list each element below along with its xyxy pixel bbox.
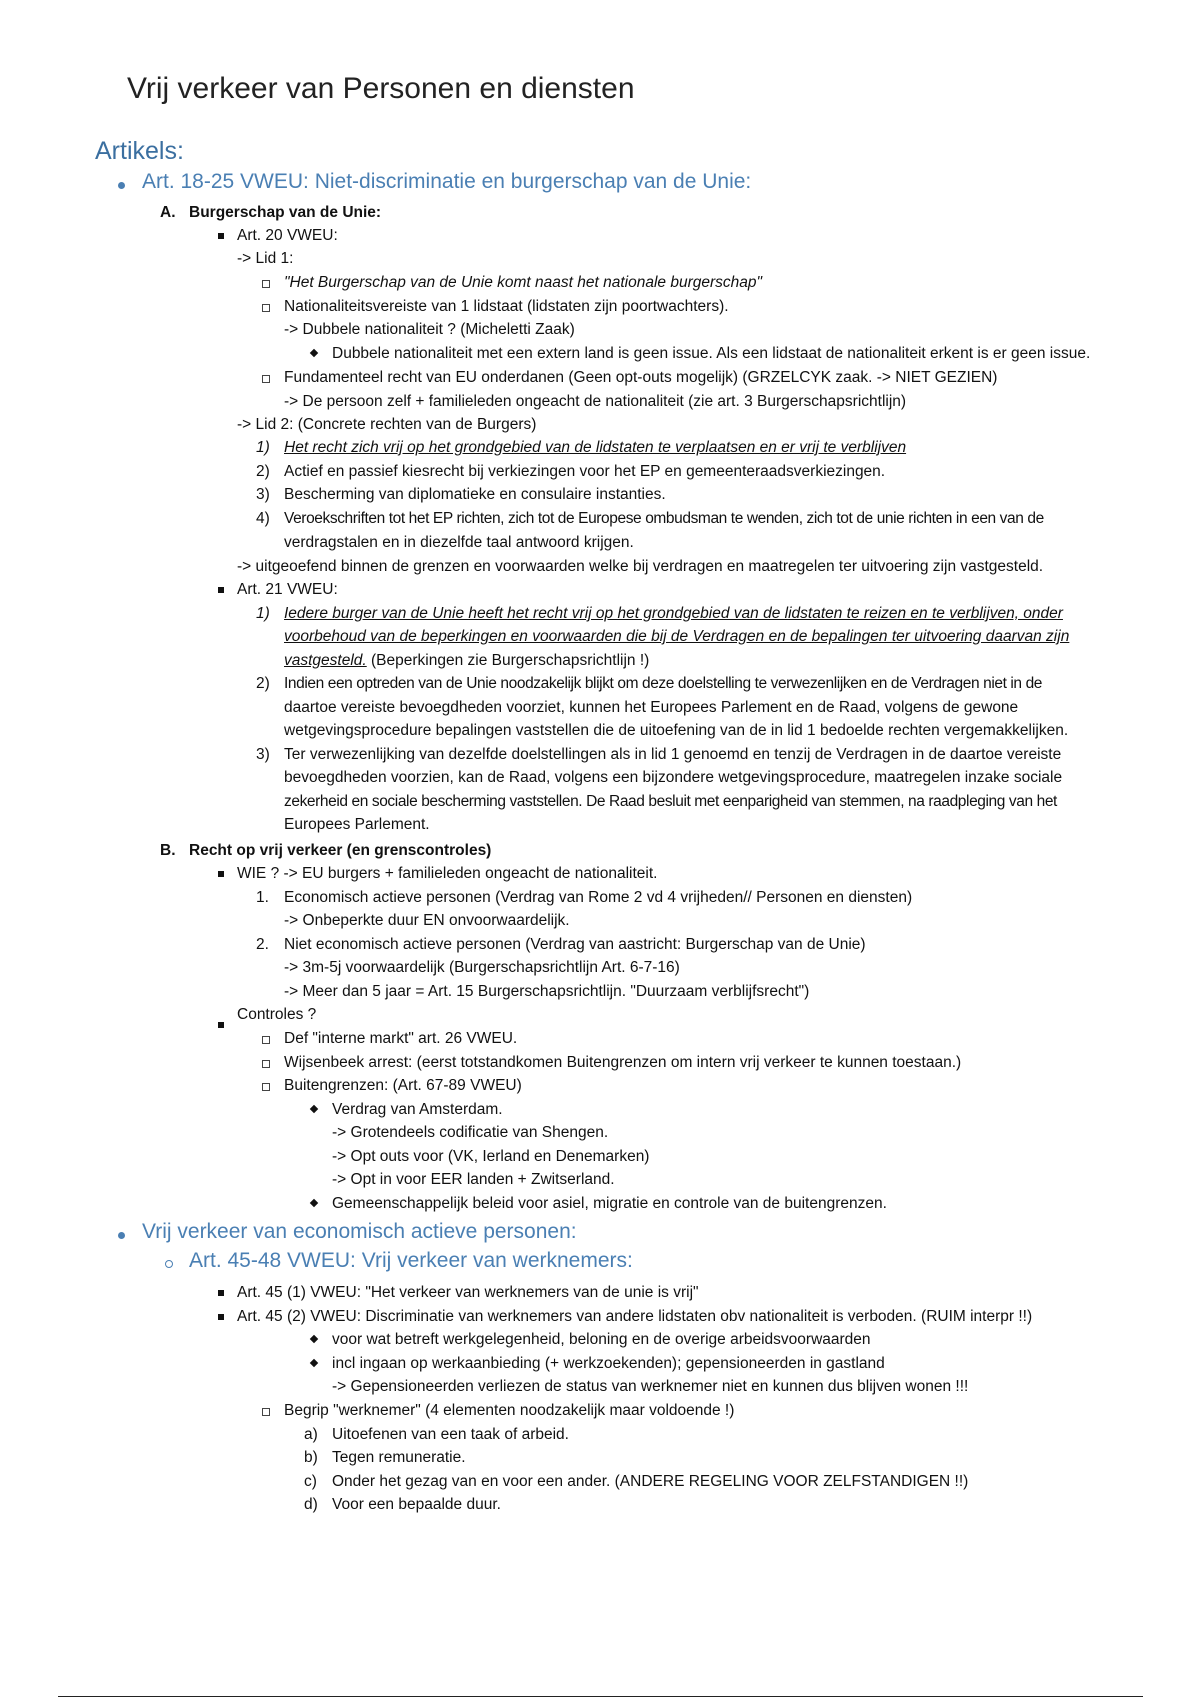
checkbox-bullet-icon: [262, 1060, 270, 1068]
text-line: -> Lid 2: (Concrete rechten van de Burgers): [237, 416, 537, 433]
list-marker: 2): [256, 463, 270, 480]
text-line: WIE ? -> EU burgers + familieleden ongeacht de nationaliteit.: [237, 865, 658, 882]
list-marker: 4): [256, 510, 270, 527]
checkbox-bullet-icon: [262, 1083, 270, 1091]
text-line: -> Lid 1:: [237, 250, 294, 267]
text-line: Indien een optreden van de Unie noodzakelijk blijkt om deze doelstelling te verwezenlijken en de Verdragen niet in de: [284, 675, 1043, 692]
text-line: -> De persoon zelf + familieleden ongeacht de nationaliteit (zie art. 3 Burgerschapsrichtlijn): [284, 393, 907, 410]
square-bullet-icon: [218, 1290, 224, 1296]
text-line: Dubbele nationaliteit met een extern land is geen issue. Als een lidstaat de nationaliteit erkent is er geen issue.: [332, 345, 1091, 362]
text-line: Fundamenteel recht van EU onderdanen (Geen opt-outs mogelijk) (GRZELCYK zaak. -> NIET GEZIEN): [284, 369, 998, 386]
text-line: voor wat betreft werkgelegenheid, beloning en de overige arbeidsvoorwaarden: [332, 1331, 871, 1348]
list-marker: 1.: [256, 889, 269, 906]
text-line: Art. 21 VWEU:: [237, 581, 338, 598]
checkbox-bullet-icon: [262, 1408, 270, 1416]
text-line: Bescherming van diplomatieke en consulaire instanties.: [284, 486, 666, 503]
text-line: Begrip "werknemer" (4 elementen noodzakelijk maar voldoende !): [284, 1402, 735, 1419]
list-marker: 1): [256, 439, 270, 456]
square-bullet-icon: [218, 233, 224, 239]
subsection-title-a: Burgerschap van de Unie:: [189, 204, 382, 221]
text-line: -> Gepensioneerden verliezen de status van werknemer niet en kunnen dus blijven wonen !!!: [332, 1378, 969, 1395]
text-line: Economisch actieve personen (Verdrag van Rome 2 vd 4 vrijheden// Personen en diensten): [284, 889, 913, 906]
text-line: bevoegdheden voorzien, kan de Raad, volgens een bijzondere wetgevingsprocedure, maatregelen inzake sociale: [284, 769, 1063, 786]
list-marker: 1): [256, 605, 270, 622]
text-line: -> uitgeoefend binnen de grenzen en voorwaarden welke bij verdragen en maatregelen ter uitvoering zijn vastgesteld.: [237, 558, 1044, 575]
diamond-bullet-icon: [310, 1359, 318, 1367]
text-line: wetgevingsprocedure bepalingen vaststellen die de uitoefening van de in lid 1 bedoelde rechten vergemakkelijken.: [284, 722, 1069, 739]
text-line: -> Dubbele nationaliteit ? (Micheletti Zaak): [284, 321, 575, 338]
text-line: Iedere burger van de Unie heeft het recht vrij op het grondgebied van de lidstaten te reizen en te verblijven, onder: [284, 605, 1063, 622]
text-line: Tegen remuneratie.: [332, 1449, 466, 1466]
text-line: -> Grotendeels codificatie van Shengen.: [332, 1124, 609, 1141]
checkbox-bullet-icon: [262, 375, 270, 383]
bullet-dot-icon: [118, 182, 125, 189]
text-line: Europees Parlement.: [284, 816, 430, 833]
text-line: -> 3m-5j voorwaardelijk (Burgerschapsrichtlijn Art. 6-7-16): [284, 959, 680, 976]
square-bullet-icon: [218, 871, 224, 877]
text-line: Gemeenschappelijk beleid voor asiel, migratie en controle van de buitengrenzen.: [332, 1195, 887, 1212]
text-line: Het recht zich vrij op het grondgebied van de lidstaten te verplaatsen en er vrij te verblijven: [284, 439, 907, 456]
text-line: incl ingaan op werkaanbieding (+ werkzoekenden); gepensioneerden in gastland: [332, 1355, 885, 1372]
list-marker: A.: [160, 204, 176, 221]
square-bullet-icon: [218, 1022, 224, 1028]
text-line: voorbehoud van de beperkingen en voorwaarden die bij de Verdragen en de bepalingen ter uitvoering daarvan zijn: [284, 628, 1070, 645]
underlined-text: vastgesteld.: [284, 652, 367, 669]
list-marker: c): [304, 1473, 317, 1490]
checkbox-bullet-icon: [262, 280, 270, 288]
text-line: Veroekschriften tot het EP richten, zich tot de Europese ombudsman te wenden, zich tot de unie richten in een van de: [284, 510, 1044, 527]
list-marker: d): [304, 1496, 318, 1513]
ring-bullet-icon: [165, 1260, 173, 1268]
text-line: [284, 651, 649, 671]
bullet-dot-icon: [118, 1232, 125, 1239]
text-line: Verdrag van Amsterdam.: [332, 1101, 503, 1118]
text-line: Art. 20 VWEU:: [237, 227, 338, 244]
text-line: zekerheid en sociale bescherming vaststellen. De Raad besluit met eenparigheid van stemmen, na raadpleging van het: [284, 793, 1057, 810]
list-marker: a): [304, 1426, 318, 1443]
text-line: Actief en passief kiesrecht bij verkiezingen voor het EP en gemeenteraadsverkiezingen.: [284, 463, 886, 480]
square-bullet-icon: [218, 1314, 224, 1320]
text-line: verdragstalen en in diezelfde taal antwoord krijgen.: [284, 534, 634, 551]
text-fragment: (Beperkingen zie Burgerschapsrichtlijn !): [366, 652, 650, 669]
checkbox-bullet-icon: [262, 304, 270, 312]
text-line: -> Opt in voor EER landen + Zwitserland.: [332, 1171, 615, 1188]
text-line: Uitoefenen van een taak of arbeid.: [332, 1426, 569, 1443]
text-line: Controles ?: [237, 1006, 317, 1023]
text-line: Art. 45 (2) VWEU: Discriminatie van werknemers van andere lidstaten obv nationaliteit is verboden. (RUIM interpr !!): [237, 1308, 1033, 1325]
text-line: Def "interne markt" art. 26 VWEU.: [284, 1030, 518, 1047]
section-heading-economisch: Vrij verkeer van economisch actieve personen:: [142, 1220, 577, 1243]
heading-artikels: Artikels:: [95, 137, 184, 165]
list-marker: 3): [256, 486, 270, 503]
list-marker: B.: [160, 842, 176, 859]
text-line: -> Onbeperkte duur EN onvoorwaardelijk.: [284, 912, 570, 929]
text-line: "Het Burgerschap van de Unie komt naast het nationale burgerschap": [284, 274, 763, 291]
checkbox-bullet-icon: [262, 1036, 270, 1044]
page-title: Vrij verkeer van Personen en diensten: [127, 72, 635, 105]
list-marker: b): [304, 1449, 318, 1466]
text-line: -> Opt outs voor (VK, Ierland en Denemarken): [332, 1148, 650, 1165]
footer-rule: [58, 1696, 1143, 1697]
text-line: Voor een bepaalde duur.: [332, 1496, 501, 1513]
text-line: Ter verwezenlijking van dezelfde doelstellingen als in lid 1 genoemd en tenzij de Verdragen in de daartoe vereiste: [284, 746, 1062, 763]
text-line: -> Meer dan 5 jaar = Art. 15 Burgerschapsrichtlijn. "Duurzaam verblijfsrecht"): [284, 983, 810, 1000]
text-line: Art. 45 (1) VWEU: "Het verkeer van werknemers van de unie is vrij": [237, 1284, 699, 1301]
square-bullet-icon: [218, 587, 224, 593]
text-line: Wijsenbeek arrest: (eerst totstandkomen Buitengrenzen om intern vrij verkeer te kunnen toestaan.): [284, 1054, 962, 1071]
text-line: Onder het gezag van en voor een ander. (ANDERE REGELING VOOR ZELFSTANDIGEN !!): [332, 1473, 969, 1490]
diamond-bullet-icon: [310, 1199, 318, 1207]
diamond-bullet-icon: [310, 349, 318, 357]
subsection-title-b: Recht op vrij verkeer (en grenscontroles): [189, 842, 492, 859]
list-marker: 3): [256, 746, 270, 763]
subsection-heading-werknemers: Art. 45-48 VWEU: Vrij verkeer van werknemers:: [189, 1249, 633, 1272]
list-marker: 2): [256, 675, 270, 692]
diamond-bullet-icon: [310, 1335, 318, 1343]
text-line: Niet economisch actieve personen (Verdrag van aastricht: Burgerschap van de Unie): [284, 936, 866, 953]
text-line: daartoe vereiste bevoegdheden voorziet, kunnen het Europees Parlement en de Raad, volgens de gewone: [284, 699, 1019, 716]
text-line: Buitengrenzen: (Art. 67-89 VWEU): [284, 1077, 522, 1094]
text-line: Nationaliteitsvereiste van 1 lidstaat (lidstaten zijn poortwachters).: [284, 298, 729, 315]
diamond-bullet-icon: [310, 1105, 318, 1113]
list-marker: 2.: [256, 936, 269, 953]
section-heading-burgerschap: Art. 18-25 VWEU: Niet-discriminatie en burgerschap van de Unie:: [142, 170, 752, 193]
